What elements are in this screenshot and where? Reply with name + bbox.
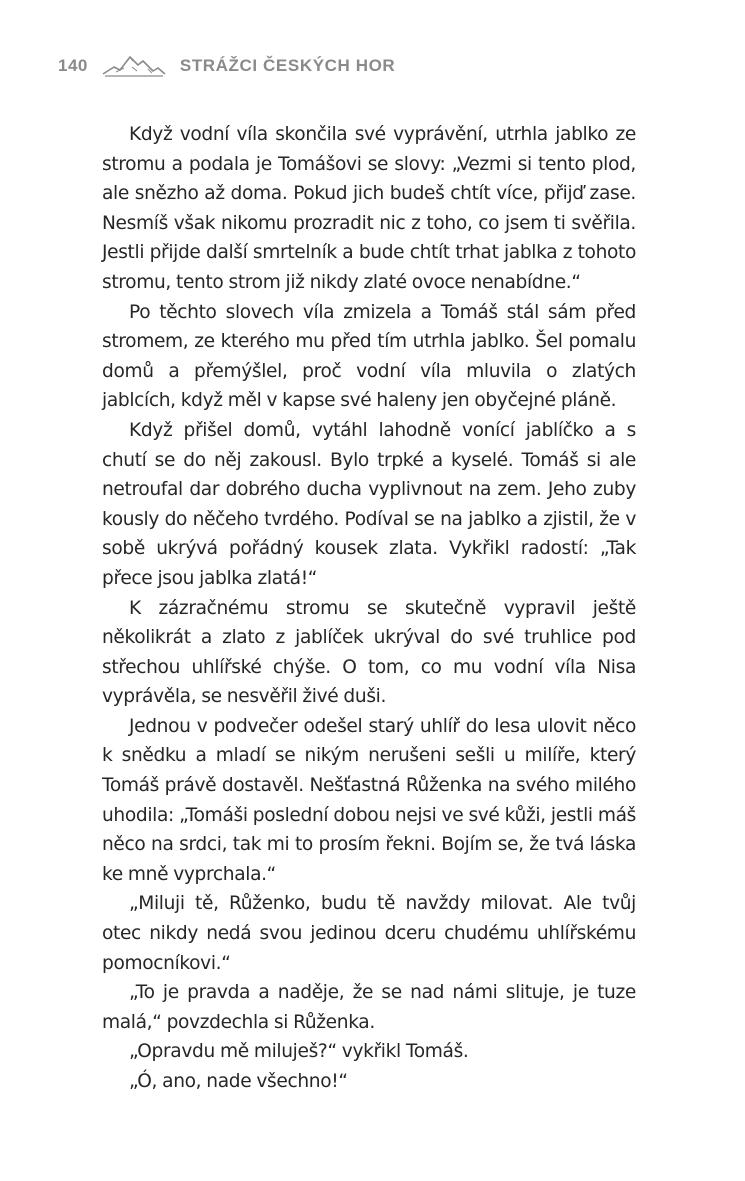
mountain-range-icon <box>102 53 166 79</box>
paragraph: K zázračnému stromu se skutečně vypravil ještě několikrát a zlato z jablíček ukrýval do své truhlice pod střechou uhlířské chýše. O tom, co mu vodní víla Nisa vyprávěla, se nesvěřil živé duši. <box>102 597 636 708</box>
page-header <box>58 48 395 84</box>
paragraph: „Miluji tě, Růženko, budu tě navždy milovat. Ale tvůj otec nikdy nedá svou jedinou dceru chudému uhlířskému pomocníkovi.“ <box>102 893 636 974</box>
page-number: 140 <box>58 56 88 75</box>
paragraph: Po těchto slovech víla zmizela a Tomáš stál sám před stromem, ze kterého mu před tím utrhla jablko. Šel pomalu domů a přemýšlel, proč vodní víla mluvila o zlatých jablcích, když měl v kapse své haleny jen obyčejné pláně. <box>102 301 636 412</box>
paragraph: Když vodní víla skončila své vyprávění, utrhla jablko ze stromu a podala je Tomášovi se slovy: „Vezmi si tento plod, ale snězho až doma. Pokud jich budeš chtít více, přijď zase. Nesmíš však nikomu prozradit nic z toho, co jsem ti svěřila. Jestli přijde další smrtelník a bude chtít trhat jablka z tohoto stromu, tento strom již nikdy zlaté ovoce nenabídne.“ <box>102 124 636 293</box>
paragraph: Když přišel domů, vytáhl lahodně vonící jablíčko a s chutí se do něj zakousl. Bylo trpké a kyselé. Tomáš si ale netroufal dar dobrého ducha vyplivnout na zem. Jeho zuby kously do něčeho tvrdého. Podíval se na jablko a zjistil, že v sobě ukrývá pořádný kousek zlata. Vykřikl radostí: „Tak přece jsou jablka zlatá!“ <box>102 419 636 589</box>
running-title: STRÁŽCI ČESKÝCH HOR <box>179 56 396 75</box>
paragraph: „Opravdu mě miluješ?“ vykřikl Tomáš. <box>129 1041 469 1063</box>
paragraph: Jednou v podvečer odešel starý uhlíř do lesa ulovit něco k snědku a mladí se nikým nerušeni sešli u milíře, který Tomáš právě dostavěl. Nešťastná Růženka na svého milého uhodila: „Tomáši poslední dobou nejsi ve své kůži, jestli máš něco na srdci, tak mi to prosím řekni. Bojím se, že tvá láska ke mně vyprchala.“ <box>102 715 636 885</box>
paragraph: „To je pravda a naděje, že se nad námi slituje, je tuze malá,“ povzdechla si Růženka. <box>102 982 636 1033</box>
body-text <box>102 120 636 1097</box>
paragraph: „Ó, ano, nade všechno!“ <box>129 1071 348 1092</box>
